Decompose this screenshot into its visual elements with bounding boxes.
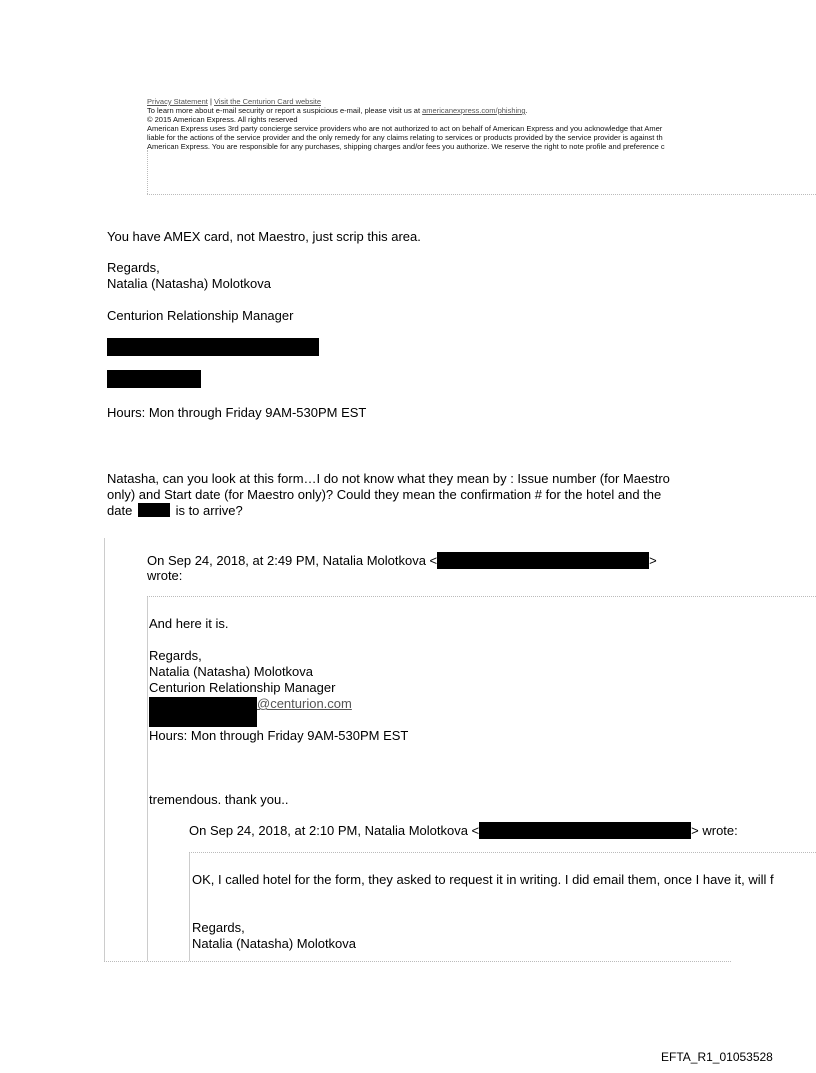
quote-2-header-text: On Sep 24, 2018, at 2:10 PM, Natalia Molotkova < [189, 823, 480, 838]
reply-2-date-word: date [107, 503, 133, 518]
centurion-website-link[interactable]: Visit the Centurion Card website [214, 97, 321, 106]
quote-2-name: Natalia (Natasha) Molotkova [192, 936, 357, 951]
bates-number: EFTA_R1_01053528 [661, 1050, 773, 1064]
reply-2-line-2: only) and Start date (for Maestro only)? Could they mean the confirmation # for the hotel and the [107, 487, 662, 502]
centurion-email-link[interactable]: @centurion.com [257, 696, 352, 711]
quote-2-left-rule [189, 853, 190, 961]
footer-box-bottom-rule [147, 194, 816, 195]
reply-1-hours: Hours: Mon through Friday 9AM-530PM EST [107, 405, 367, 420]
reply-2-arrive-text: is to arrive? [175, 503, 243, 518]
quote-1-left-rule [147, 597, 148, 961]
redaction-block [437, 552, 649, 569]
reply-1-title: Centurion Relationship Manager [107, 308, 294, 323]
phishing-text: To learn more about e-mail security or report a suspicious e-mail, please visit us at [147, 106, 421, 115]
redaction-block [479, 822, 691, 839]
quote-2-header-close: > wrote: [691, 823, 738, 838]
disclaimer-line-3: American Express. You are responsible for any purchases, shipping charges and/or fees you authorize. We reserve the right to note profile and preference c [147, 142, 665, 151]
reply-1-name: Natalia (Natasha) Molotkova [107, 276, 272, 291]
reply-2-line-3 [107, 503, 243, 519]
redaction-block [107, 370, 201, 388]
redaction-block [138, 503, 170, 517]
quote-1-wrote: wrote: [147, 568, 183, 583]
copyright-text: © 2015 American Express. All rights reserved [147, 115, 298, 124]
link-separator: | [209, 97, 212, 106]
quote-1-reply: tremendous. thank you.. [149, 792, 289, 807]
quote-1-body: And here it is. [149, 616, 229, 631]
quote-1-name: Natalia (Natasha) Molotkova [149, 664, 314, 679]
quote-bottom-rule [104, 961, 731, 962]
phishing-link[interactable]: americanexpress.com/phishing [422, 106, 526, 115]
outer-quote-rule [104, 538, 105, 961]
quote-1-title: Centurion Relationship Manager [149, 680, 336, 695]
quote-2-top-rule [189, 852, 816, 853]
redaction-block [107, 338, 319, 356]
footer-box-left-rule [147, 150, 148, 194]
quote-2-regards: Regards, [192, 920, 245, 935]
disclaimer-line-2: liable for the actions of the service provider and the only remedy for any claims relating to services or products provided by the service provider is against th [147, 133, 663, 142]
quote-1-regards: Regards, [149, 648, 202, 663]
reply-1-body: You have AMEX card, not Maestro, just scrip this area. [107, 229, 421, 244]
quote-1-header-close: > [649, 553, 657, 568]
quote-2-header [189, 822, 738, 839]
quote-1-top-rule [147, 596, 816, 597]
reply-2-line-1: Natasha, can you look at this form…I do not know what they mean by : Issue number (for Maestro [107, 471, 670, 486]
quote-2-body: OK, I called hotel for the form, they asked to request it in writing. I did email them, once I have it, will f [192, 872, 774, 887]
privacy-statement-link[interactable]: Privacy Statement [147, 97, 208, 106]
phishing-period: . [525, 106, 528, 115]
disclaimer-line-1: American Express uses 3rd party concierge service providers who are not authorized to act on behalf of American Express and you acknowledge that Amer [147, 124, 663, 133]
reply-1-regards: Regards, [107, 260, 160, 275]
redaction-block [149, 697, 257, 727]
quote-1-header [147, 552, 657, 569]
quote-1-hours: Hours: Mon through Friday 9AM-530PM EST [149, 728, 409, 743]
quote-1-header-text: On Sep 24, 2018, at 2:49 PM, Natalia Molotkova < [147, 553, 438, 568]
